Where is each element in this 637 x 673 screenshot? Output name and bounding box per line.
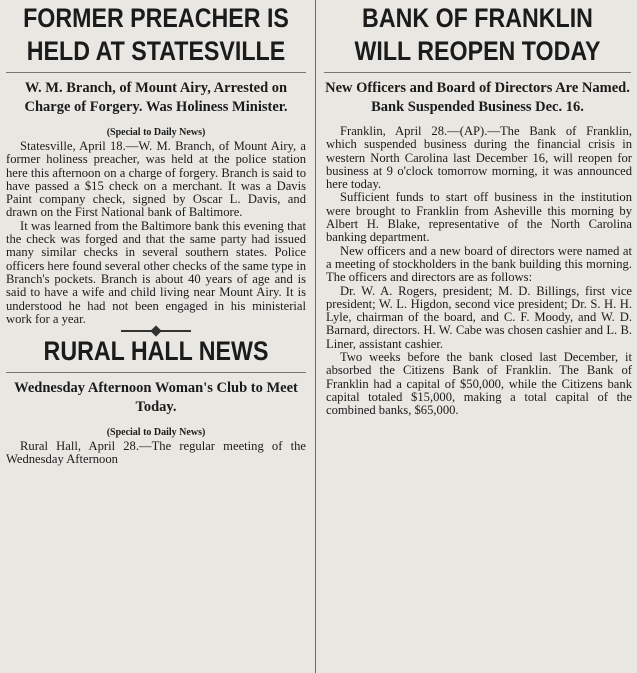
rural-hall-credit: (Special to Daily News) (106, 427, 206, 439)
article-paragraph: Rural Hall, April 28.—The regular meeting of the Wednesday Afternoon (6, 439, 306, 467)
article-paragraph: Dr. W. A. Rogers, president; M. D. Billings, first vice president; W. L. Higdon, second vice president; Dr. S. H. H. Lyle, chairman of the board, and C. F. Moody, and W. D. Barnard, directors. H. W. Cabe was chosen cashier and L. B. Liner, assistant cashier. (326, 283, 632, 351)
section-separator (121, 330, 191, 332)
headline-rule (6, 372, 306, 373)
article-paragraph: Two weeks before the bank closed last December, it absorbed the Citizens Bank of Franklin. The Bank of Franklin had a capital of $50,000, while the Citizens bank capital totaled $15,000, making a total capital of the combined banks, $65,000. (326, 350, 632, 418)
headline-line-1: FORMER PREACHER IS (23, 3, 289, 33)
rural-hall-headline: RURAL HALL NEWS (43, 336, 269, 367)
article-body (326, 125, 632, 418)
article-deck: New Officers and Board of Directors Are Named. Bank Suspended Business Dec. 16. (325, 80, 630, 115)
rural-hall-deck: Wednesday Afternoon Woman's Club to Meet Today. (14, 380, 298, 416)
headline-line-1: BANK OF FRANKLIN (362, 3, 593, 33)
headline-line-2: HELD AT STATESVILLE (26, 36, 286, 66)
article-paragraph: Franklin, April 28.—(AP).—The Bank of Franklin, which suspended business during the financial crisis in western North Carolina last December 16, will reopen for business at 9 o'clock tomorrow morning, it was announced here today. (326, 124, 632, 192)
column-divider (315, 0, 316, 673)
article-credit: (Special to Daily News) (106, 127, 206, 138)
article-paragraph: Sufficient funds to start off business in the institution were brought to Franklin from Asheville this morning by Albert H. Blake, representative of the North Carolina banking department. (326, 190, 632, 245)
article-bank-of-franklin (318, 0, 637, 673)
article-paragraph: It was learned from the Baltimore bank this evening that the check was forged and that the same party had issued many similar checks in several southern states. Police officers here found several other checks of the same type in Branch's pockets. Branch is about 40 years of age and is said to have a wife and child living near Mount Airy. It is understood he had not been engaged in his ministerial work for a year. (6, 218, 306, 326)
article-paragraph: New officers and a new board of directors were named at a meeting of stockholders in the bank building this morning. The officers and directors are as follows: (326, 243, 632, 285)
article-former-preacher (0, 0, 312, 673)
headline-line-2: WILL REOPEN TODAY (354, 36, 601, 66)
headline-rule (324, 72, 631, 73)
article-deck: W. M. Branch, of Mount Airy, Arrested on Charge of Forgery. Was Holiness Minister. (24, 80, 288, 115)
headline-rule (6, 72, 306, 73)
article-body (6, 140, 306, 326)
article-paragraph: Statesville, April 18.—W. M. Branch, of Mount Airy, a former holiness preacher, was held at the police station here this afternoon on a charge of forgery. Branch is said to have passed a $15 check on a merchant. It was a Davis Paint company check, signed by Oscar L. Davis, and drawn on the First National bank of Baltimore. (6, 139, 306, 220)
rural-hall-body (6, 440, 306, 467)
